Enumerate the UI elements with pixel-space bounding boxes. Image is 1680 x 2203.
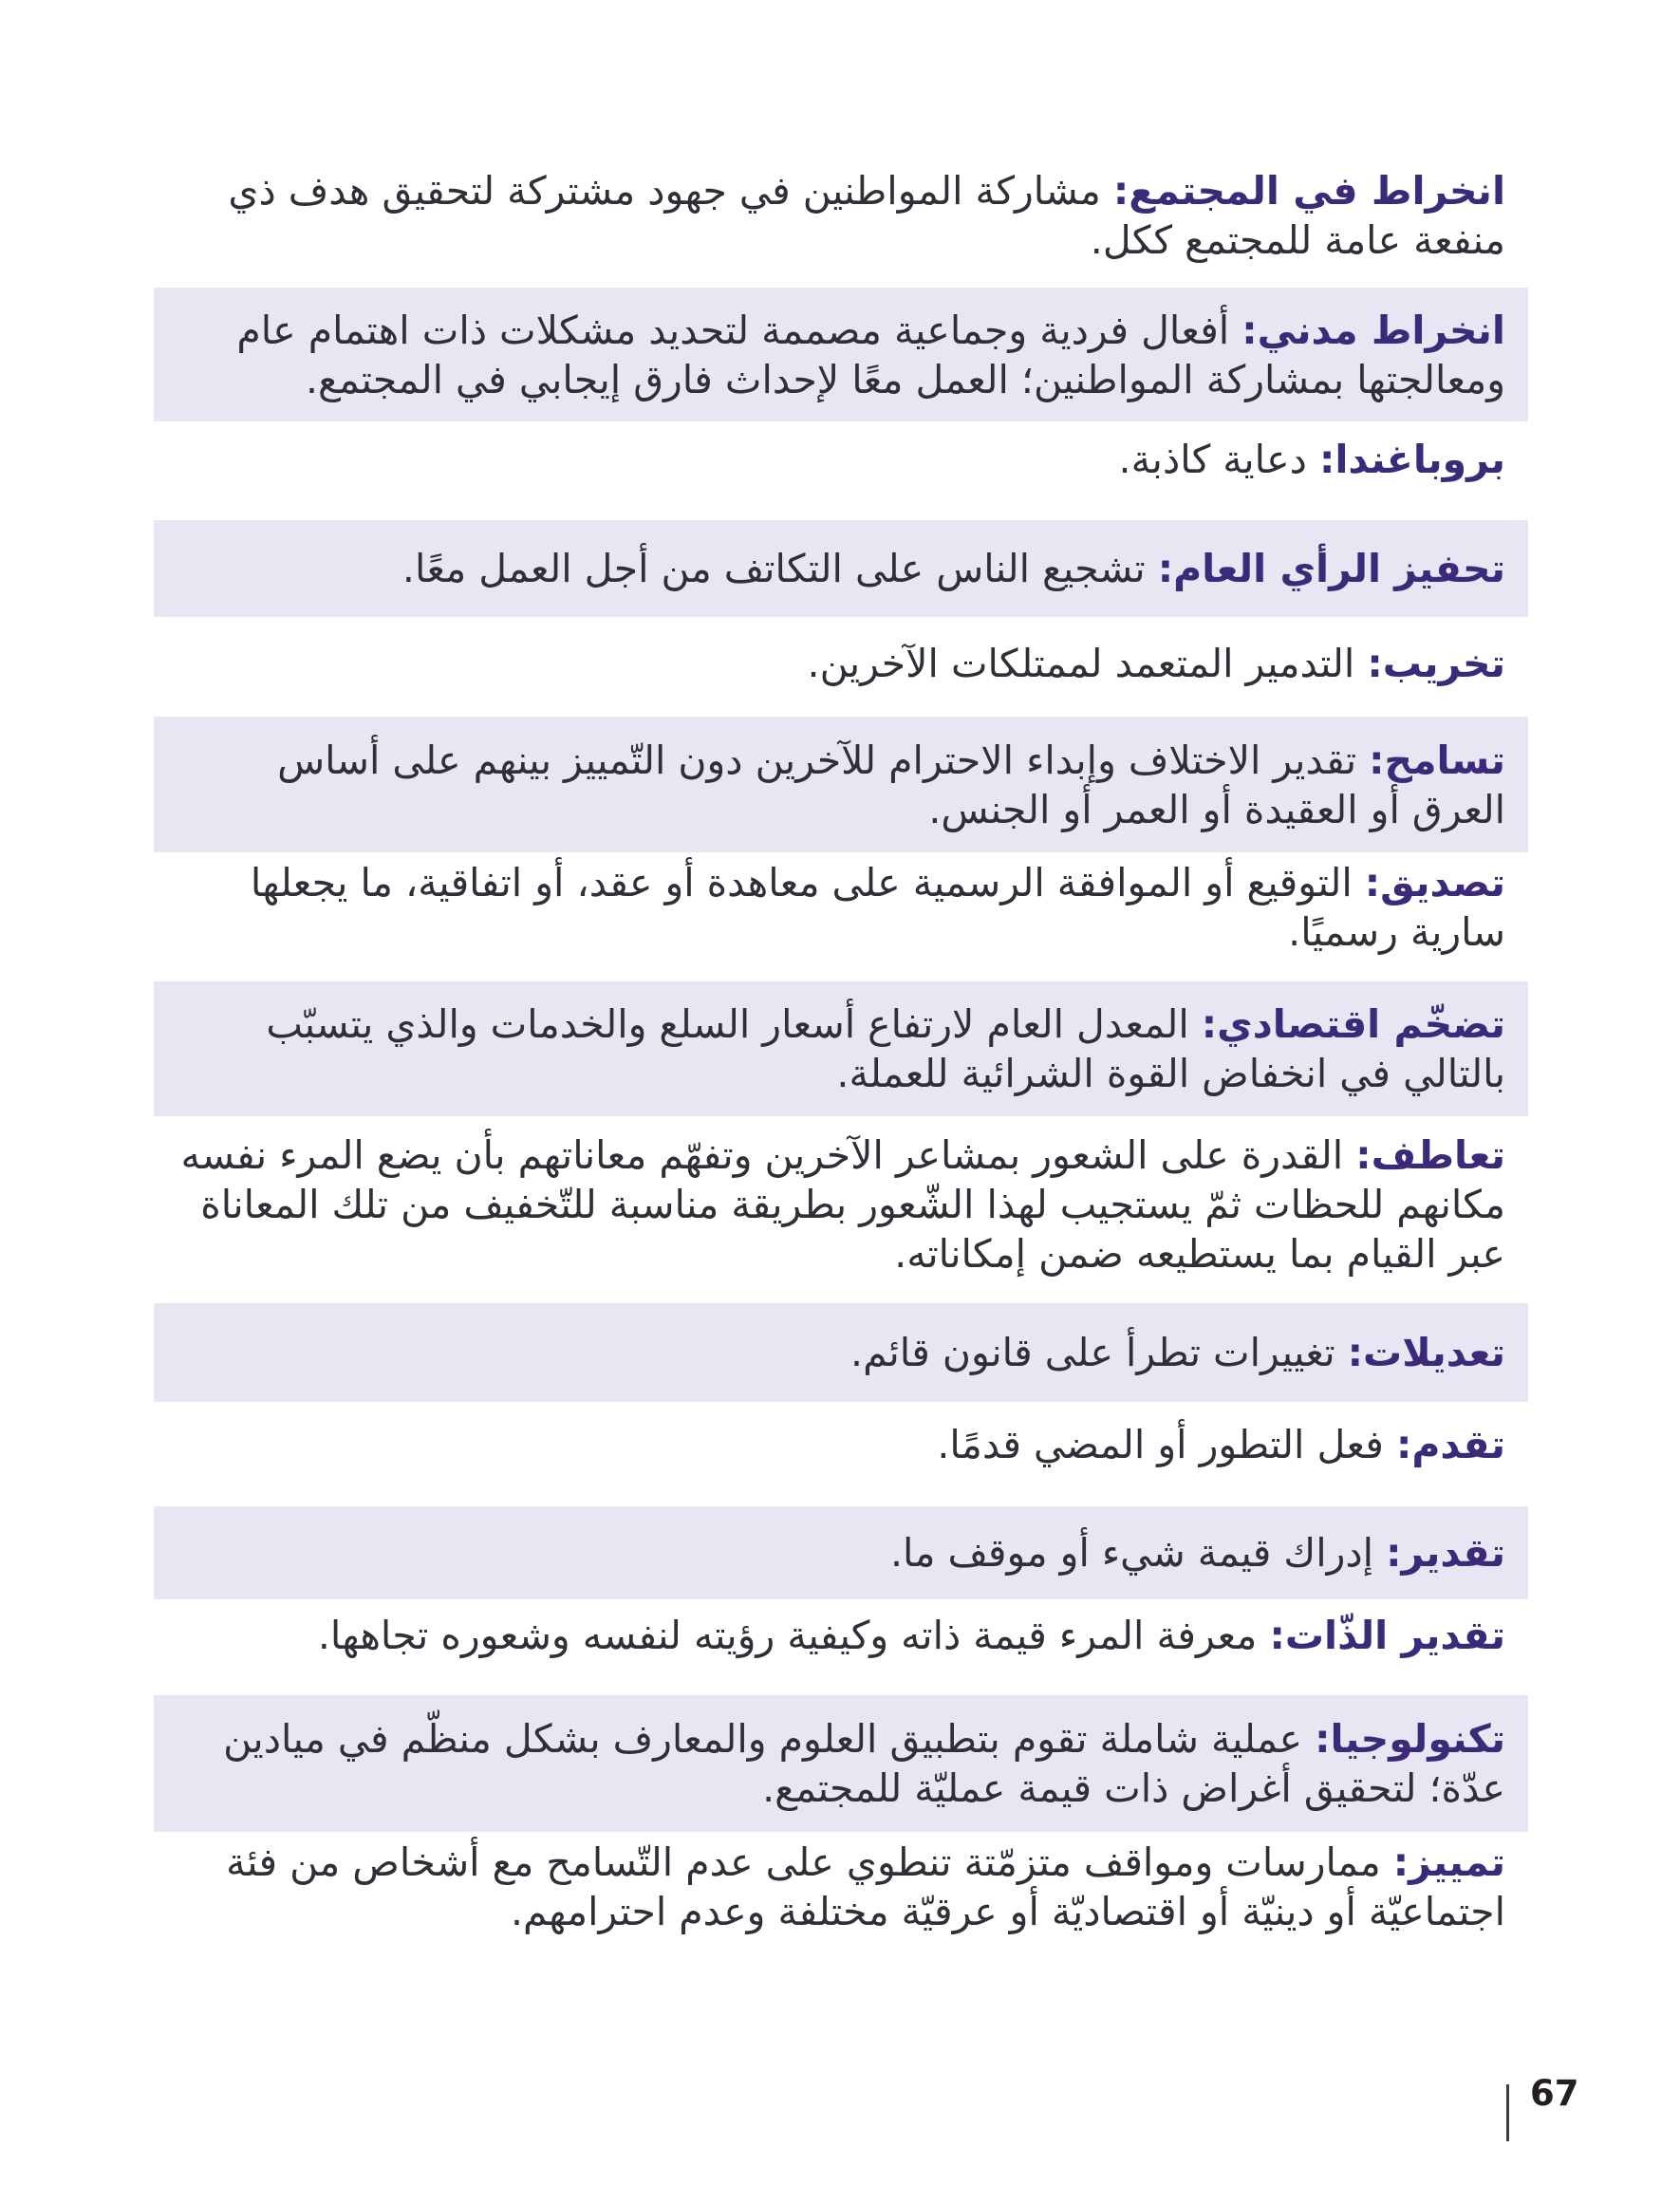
page-number-divider <box>1506 2084 1509 2141</box>
term-label: تقدير الذّات: <box>1269 1613 1505 1658</box>
term-label: تسامح: <box>1369 737 1505 783</box>
glossary-entry <box>154 1303 1528 1402</box>
definition-body: القدرة على الشعور بمشاعر الآخرين وتفهّم معاناتهم بأن يضع المرء نفسه مكانهم للحظات ثمّ يستجيب لهذا الشّعور بطريقة مناسبة للتّخفيف من تلك المعاناة عبر القيام بما يستطيعه ضمن إمكاناته. <box>180 1132 1505 1277</box>
glossary-entry <box>154 288 1528 421</box>
definition-text <box>177 544 1505 593</box>
glossary-entry <box>154 858 1528 957</box>
definition-text <box>177 1714 1505 1813</box>
term-label: تحفيز الرأي العام: <box>1157 546 1505 591</box>
glossary-entry <box>154 1611 1528 1660</box>
glossary-entry <box>154 1130 1528 1279</box>
term-label: تخريب: <box>1367 641 1505 686</box>
glossary-entry <box>154 639 1528 688</box>
glossary-entry <box>154 520 1528 617</box>
term-label: تعديلات: <box>1347 1330 1505 1375</box>
definition-text <box>177 858 1505 957</box>
definition-text <box>177 435 1505 484</box>
definition-text <box>177 736 1505 834</box>
definition-body: مشاركة المواطنين في جهود مشتركة لتحقيق هدف ذي منفعة عامة للمجتمع ككل. <box>228 168 1505 263</box>
definition-body: تقدير الاختلاف وإبداء الاحترام للآخرين دون التّمييز بينهم على أساس العرق أو العقيدة أو العمر أو الجنس. <box>277 737 1505 832</box>
glossary-entry <box>154 717 1528 852</box>
definition-body: معرفة المرء قيمة ذاته وكيفية رؤيته لنفسه وشعوره تجاهها. <box>317 1613 1258 1658</box>
definition-text <box>177 999 1505 1098</box>
glossary-entry <box>154 1420 1528 1469</box>
term-label: تقدير: <box>1386 1530 1505 1576</box>
term-label: بروباغندا: <box>1318 437 1505 482</box>
definition-text <box>177 1328 1505 1377</box>
glossary-entry <box>154 1695 1528 1832</box>
definition-body: عملية شاملة تقوم بتطبيق العلوم والمعارف بشكل منظّم في ميادين عدّة؛ لتحقيق أغراض ذات قيمة عمليّة للمجتمع. <box>223 1716 1505 1811</box>
definition-text <box>177 1130 1505 1279</box>
glossary-entry <box>154 981 1528 1116</box>
definition-body: دعاية كاذبة. <box>1118 437 1307 482</box>
definition-body: التوقيع أو الموافقة الرسمية على معاهدة أو عقد، أو اتفاقية، ما يجعلها سارية رسميًا. <box>250 860 1505 955</box>
term-label: انخراط في المجتمع: <box>1112 168 1505 214</box>
term-label: انخراط مدني: <box>1241 307 1505 353</box>
definition-body: تشجيع الناس على التكاتف من أجل العمل معًا. <box>401 546 1146 591</box>
glossary-entry <box>154 166 1528 265</box>
definition-body: المعدل العام لارتفاع أسعار السلع والخدمات والذي يتسبّب بالتالي في انخفاض القوة الشرائية للعملة. <box>266 1001 1505 1096</box>
definition-text <box>177 306 1505 404</box>
term-label: تعاطف: <box>1355 1132 1505 1178</box>
definition-body: فعل التطور أو المضي قدمًا. <box>937 1422 1384 1467</box>
term-label: تضخّم اقتصادي: <box>1201 1001 1505 1047</box>
term-label: تكنولوجيا: <box>1315 1716 1505 1762</box>
term-label: تمييز: <box>1392 1839 1505 1885</box>
term-label: تقدم: <box>1395 1422 1505 1467</box>
glossary-entry <box>154 1506 1528 1599</box>
term-label: تصديق: <box>1364 860 1505 905</box>
glossary-entry <box>154 1838 1528 1936</box>
definition-body: إدراك قيمة شيء أو موقف ما. <box>889 1530 1374 1576</box>
definition-text <box>177 1420 1505 1469</box>
definition-text <box>177 1611 1505 1660</box>
page-number: 67 <box>1530 2073 1579 2114</box>
definition-text <box>177 166 1505 265</box>
definition-text <box>177 1838 1505 1936</box>
definition-body: التدمير المتعمد لممتلكات الآخرين. <box>807 641 1355 686</box>
definition-body: أفعال فردية وجماعية مصممة لتحديد مشكلات ذات اهتمام عام ومعالجتها بمشاركة المواطنين؛ العمل معًا لإحداث فارق إيجابي في المجتمع. <box>236 307 1505 402</box>
definition-body: تغييرات تطرأ على قانون قائم. <box>850 1330 1335 1375</box>
glossary-entry <box>154 435 1528 484</box>
definition-body: ممارسات ومواقف متزمّتة تنطوي على عدم التّسامح مع أشخاص من فئة اجتماعيّة أو دينيّة أو اقتصاديّة أو عرقيّة مختلفة وعدم احترامهم. <box>226 1839 1505 1934</box>
definition-text <box>177 639 1505 688</box>
definition-text <box>177 1528 1505 1578</box>
